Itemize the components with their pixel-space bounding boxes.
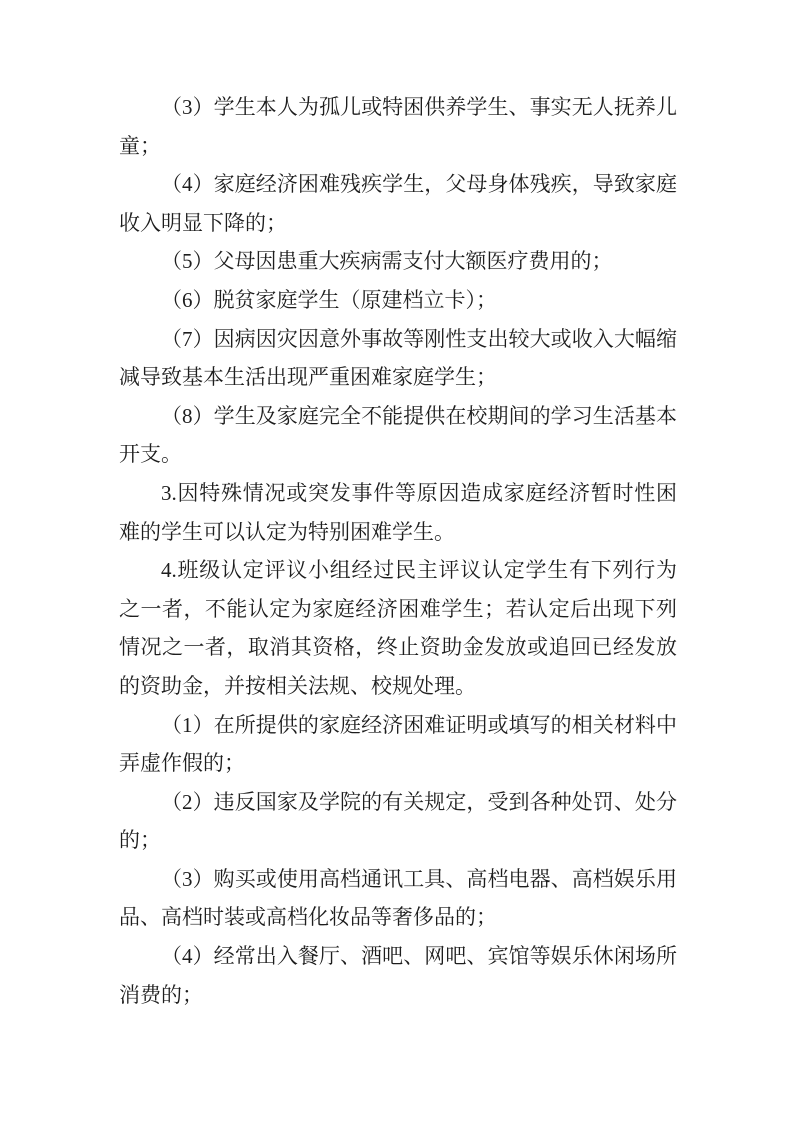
paragraph-clause-8: （8）学生及家庭完全不能提供在校期间的学习生活基本开支。 — [119, 403, 677, 467]
paragraph-clause-7: （7）因病因灾因意外事故等刚性支出较大或收入大幅缩减导致基本生活出现严重困难家庭学生； — [119, 326, 677, 390]
paragraph-clause-4: （4）家庭经济困难残疾学生，父母身体残疾，导致家庭收入明显下降的； — [119, 172, 677, 235]
document-text-block — [119, 88, 677, 1014]
paragraph-clause-3: （3）学生本人为孤儿或特困供养学生、事实无人抚养儿童； — [119, 95, 677, 158]
paragraph-section-3: 3.因特殊情况或突发事件等原因造成家庭经济暂时性困难的学生可以认定为特别困难学生。 — [119, 480, 677, 544]
paragraph-violation-4: （4）经常出入餐厅、酒吧、网吧、宾馆等娱乐休闲场所消费的； — [119, 944, 677, 1007]
paragraph-section-4: 4.班级认定评议小组经过民主评议认定学生有下列行为之一者，不能认定为家庭经济困难学生；若认定后出现下列情况之一者，取消其资格，终止资助金发放或追回已经发放的资助金，并按相关法规、校规处理。 — [119, 558, 677, 698]
paragraph-violation-3: （3）购买或使用高档通讯工具、高档电器、高档娱乐用品、高档时装或高档化妆品等奢侈品的； — [119, 866, 677, 930]
paragraph-clause-6: （6）脱贫家庭学生（原建档立卡）； — [161, 287, 497, 312]
paragraph-violation-2: （2）违反国家及学院的有关规定，受到各种处罚、处分的； — [119, 789, 677, 853]
paragraph-clause-5: （5）父母因患重大疾病需支付大额医疗费用的； — [161, 249, 613, 274]
paragraph-violation-1: （1）在所提供的家庭经济困难证明或填写的相关材料中弄虚作假的； — [119, 712, 677, 776]
